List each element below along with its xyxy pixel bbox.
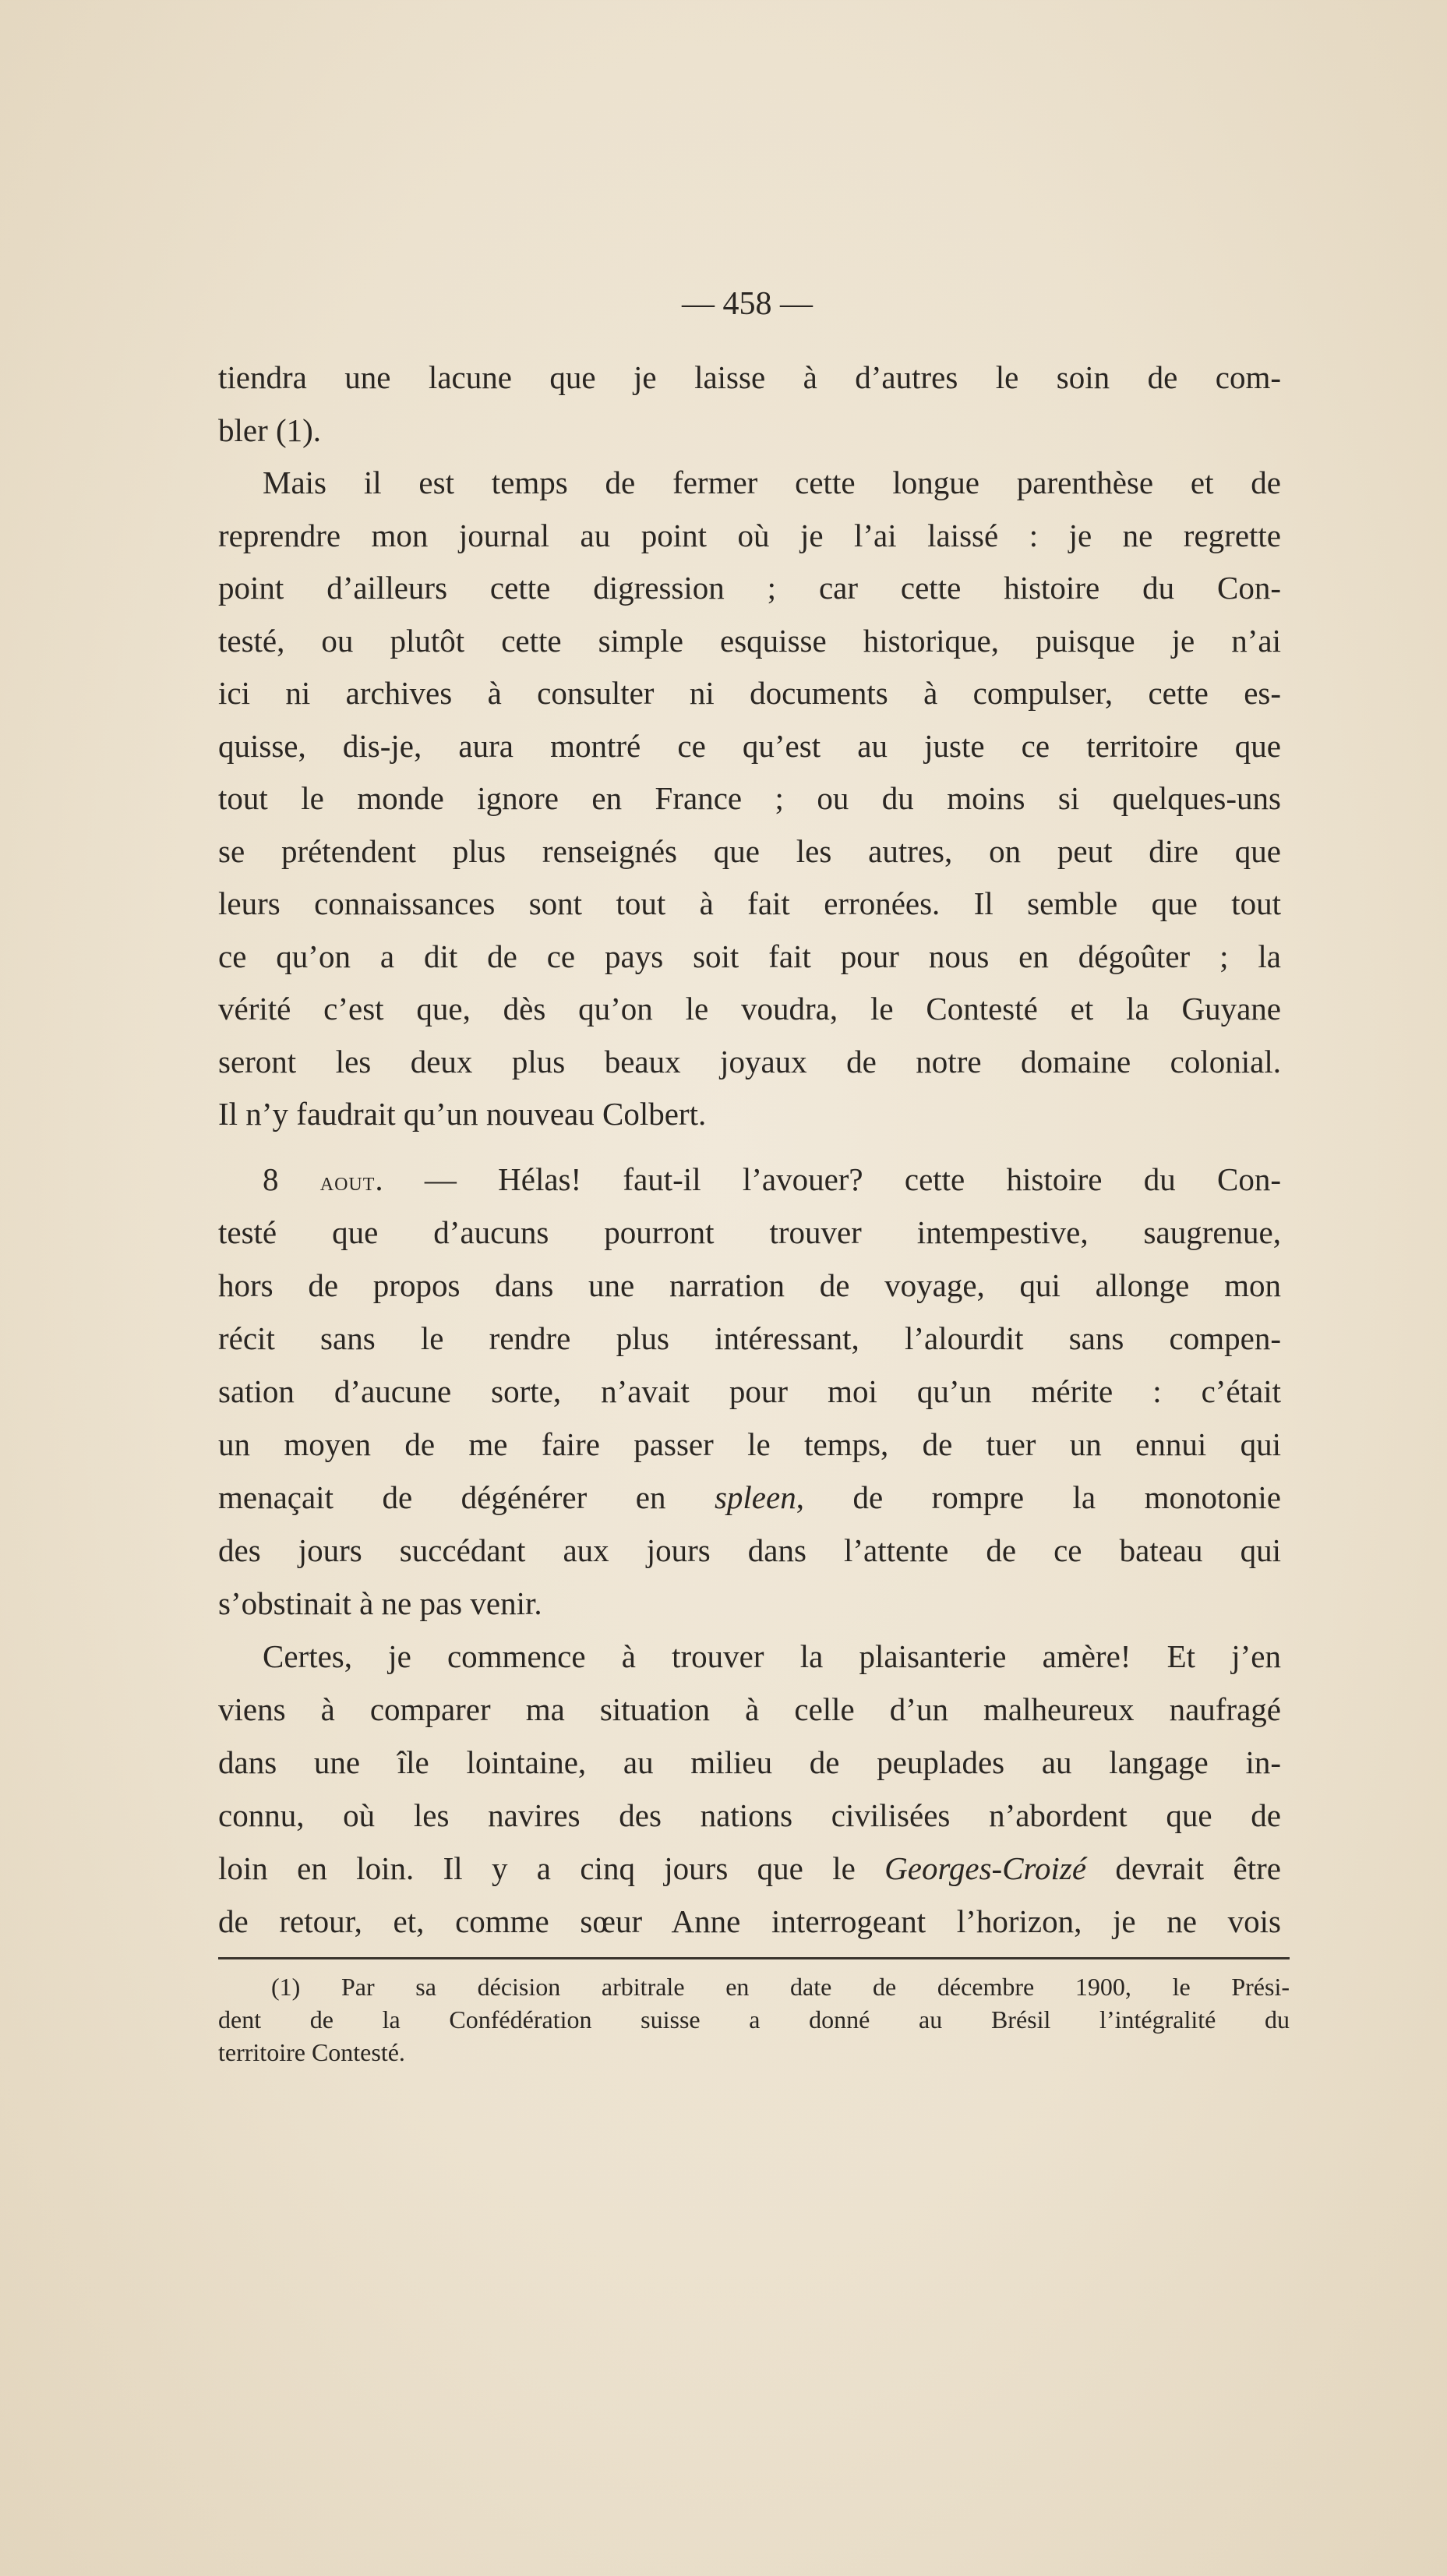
text-segment: ici ni archives à consulter ni documents à compulser, cette es- <box>218 675 1281 711</box>
text-segment: point d’ailleurs cette digression ; car cette histoire du Con- <box>218 570 1281 606</box>
text-line <box>218 1577 1281 1630</box>
text-line <box>218 1630 1281 1683</box>
text-line <box>218 1153 1281 1206</box>
text-line <box>218 772 1281 825</box>
text-line <box>218 825 1281 878</box>
text-segment: testé que d’aucuns pourront trouver intempestive, saugrenue, <box>218 1214 1281 1250</box>
text-segment: de retour, et, comme sœur Anne interrogeant l’horizon, je ne vois <box>218 1903 1281 1939</box>
text-line <box>218 352 1281 405</box>
text-segment: Certes, je commence à trouver la plaisanterie amère! Et j’en <box>263 1638 1281 1674</box>
text-segment: leurs connaissances sont tout à fait erronées. Il semble que tout <box>218 885 1281 921</box>
text-line <box>218 1683 1281 1736</box>
text-line <box>218 983 1281 1036</box>
footnote <box>218 1970 1290 2069</box>
text-segment: connu, où les navires des nations civilisées n’abordent que de <box>218 1797 1281 1833</box>
text-line <box>218 1524 1281 1577</box>
text-line <box>218 1842 1281 1895</box>
text-segment: sation d’aucune sorte, n’avait pour moi qu’un mérite : c’était <box>218 1373 1281 1409</box>
italic-text: spleen <box>714 1479 796 1515</box>
text-segment: tout le monde ignore en France ; ou du moins si quelques-uns <box>218 780 1281 816</box>
text-line <box>218 457 1281 510</box>
text-line <box>218 405 1281 458</box>
text-segment: ce qu’on a dit de ce pays soit fait pour nous en dégoûter ; la <box>218 938 1281 974</box>
text-segment: menaçait de dégénérer en <box>218 1479 715 1515</box>
text-segment: 8 <box>263 1161 320 1197</box>
text-segment: récit sans le rendre plus intéressant, l’alourdit sans compen- <box>218 1320 1281 1356</box>
text-segment: tiendra une lacune que je laisse à d’autres le soin de com- <box>218 359 1281 395</box>
text-segment: territoire Contesté. <box>218 2038 405 2066</box>
text-segment: dans une île lointaine, au milieu de peuplades au langage in- <box>218 1744 1281 1780</box>
text-segment: reprendre mon journal au point où je l’ai laissé : je ne regrette <box>218 517 1281 553</box>
text-line <box>218 1789 1281 1842</box>
footnote-divider <box>218 1957 1290 1959</box>
smallcaps-text: aout <box>319 1166 376 1196</box>
body-text-block-2 <box>218 1153 1281 1948</box>
text-segment: se prétendent plus renseignés que les autres, on peut dire que <box>218 832 1281 869</box>
footnote-line <box>218 1970 1290 2003</box>
text-segment: Mais il est temps de fermer cette longue parenthèse et de <box>263 465 1281 500</box>
text-segment: des jours succédant aux jours dans l’attente de ce bateau qui <box>218 1532 1281 1568</box>
text-line <box>218 510 1281 563</box>
text-segment: Il n’y faudrait qu’un nouveau Colbert. <box>218 1096 707 1132</box>
text-line <box>218 1418 1281 1471</box>
italic-text: Georges-Croizé <box>884 1850 1087 1886</box>
body-text-block-1 <box>218 352 1281 1141</box>
text-line <box>218 878 1281 931</box>
text-segment: vérité c’est que, dès qu’on le voudra, le Contesté et la Guyane <box>218 991 1281 1027</box>
text-segment: . — Hélas! faut-il l’avouer? cette histoire du Con- <box>375 1161 1281 1197</box>
text-segment: , de rompre la monotonie <box>796 1479 1281 1515</box>
footnote-line <box>218 2003 1290 2036</box>
text-segment: (1) Par sa décision arbitrale en date de décembre 1900, le Prési- <box>271 1973 1290 2001</box>
text-line <box>218 1471 1281 1524</box>
page-number: — 458 — <box>682 286 813 322</box>
text-segment: s’obstinait à ne pas venir. <box>218 1585 542 1621</box>
text-segment: testé, ou plutôt cette simple esquisse historique, puisque je n’ai <box>218 622 1281 659</box>
text-line <box>218 1036 1281 1089</box>
text-line <box>218 1088 1281 1141</box>
text-segment: loin en loin. Il y a cinq jours que le <box>218 1850 885 1886</box>
text-line <box>218 1206 1281 1259</box>
text-line <box>218 562 1281 615</box>
text-segment: devrait être <box>1086 1850 1281 1886</box>
text-line <box>218 1365 1281 1418</box>
text-segment: viens à comparer ma situation à celle d’un malheureux naufragé <box>218 1691 1281 1727</box>
text-line <box>218 1895 1281 1948</box>
text-line <box>218 931 1281 984</box>
footnote-line <box>218 2036 1290 2069</box>
text-line <box>218 720 1281 773</box>
text-segment: quisse, dis-je, aura montré ce qu’est au juste ce territoire que <box>218 727 1281 764</box>
text-segment: hors de propos dans une narration de voyage, qui allonge mon <box>218 1267 1281 1303</box>
text-segment: dent de la Confédération suisse a donné au Brésil l’intégralité du <box>218 2005 1290 2034</box>
text-segment: un moyen de me faire passer le temps, de tuer un ennui qui <box>218 1426 1281 1462</box>
text-segment: seront les deux plus beaux joyaux de notre domaine colonial. <box>218 1043 1281 1080</box>
text-line <box>218 667 1281 720</box>
text-line <box>218 1736 1281 1789</box>
text-line <box>218 1259 1281 1312</box>
text-line <box>218 615 1281 668</box>
text-line <box>218 1312 1281 1365</box>
text-segment: bler (1). <box>218 412 322 448</box>
